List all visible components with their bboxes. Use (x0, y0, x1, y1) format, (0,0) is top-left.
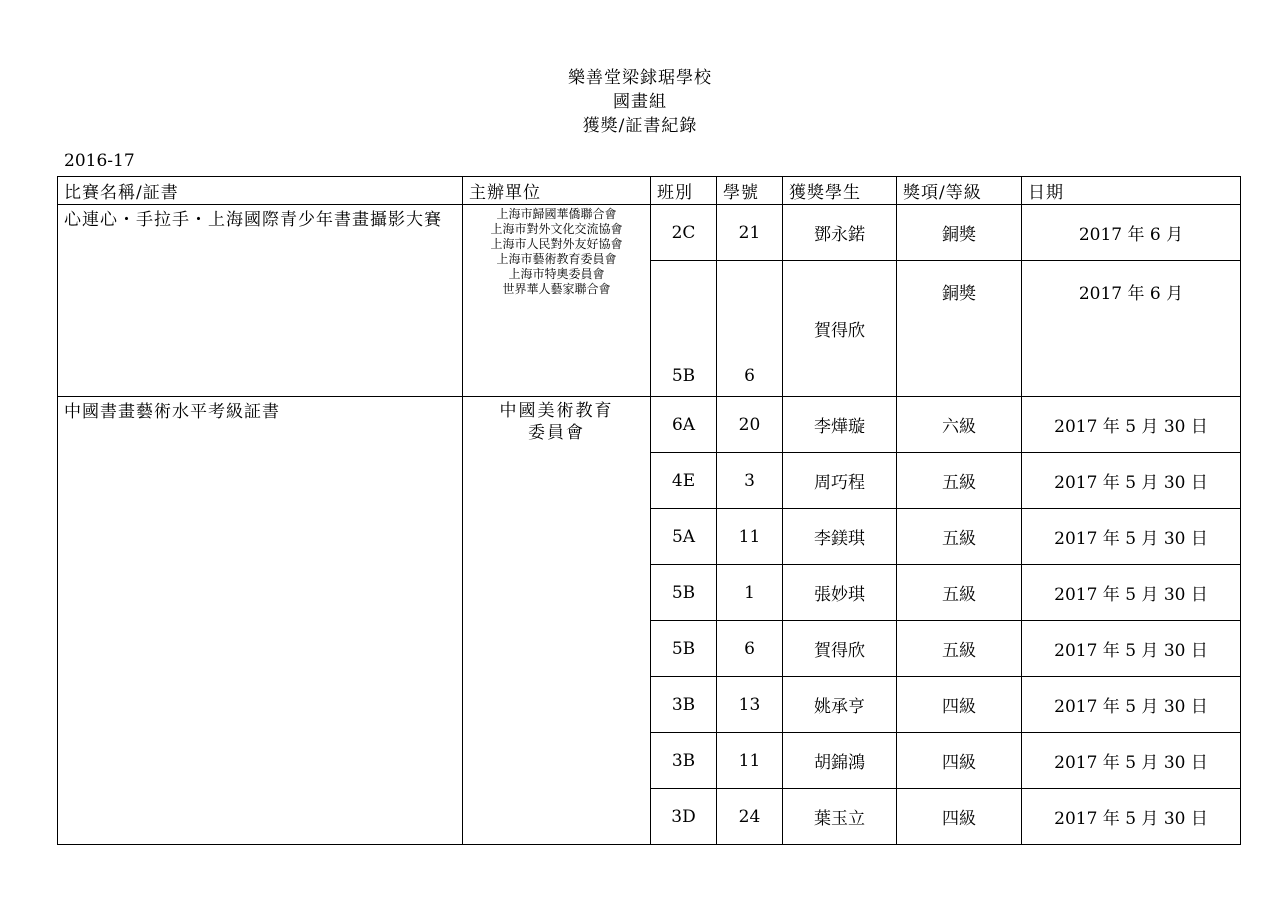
student-cell: 張妙琪 (783, 565, 897, 621)
organizer-list (463, 205, 651, 397)
student-cell: 李鎂琪 (783, 509, 897, 565)
student-cell: 葉玉立 (783, 789, 897, 845)
class-cell: 4E (651, 453, 717, 509)
class-cell: 3B (651, 677, 717, 733)
student-cell: 賀得欣 (783, 261, 897, 397)
date-cell: 2017 年 5 月 30 日 (1022, 509, 1241, 565)
award-cell: 銅獎 (897, 261, 1022, 397)
number-cell: 6 (717, 621, 783, 677)
document-header (0, 66, 1280, 138)
date-cell: 2017 年 6 月 (1022, 261, 1241, 397)
number-cell: 1 (717, 565, 783, 621)
date-cell: 2017 年 5 月 30 日 (1022, 733, 1241, 789)
date-cell: 2017 年 5 月 30 日 (1022, 565, 1241, 621)
class-cell: 3D (651, 789, 717, 845)
class-cell: 5B (651, 565, 717, 621)
number-cell: 11 (717, 733, 783, 789)
number-cell: 20 (717, 397, 783, 453)
student-cell: 姚承亨 (783, 677, 897, 733)
table-header-row (58, 177, 1241, 205)
date-cell: 2017 年 5 月 30 日 (1022, 453, 1241, 509)
award-cell: 四級 (897, 789, 1022, 845)
column-header: 主辦單位 (463, 177, 651, 205)
organizer: 上海市特奧委員會 (508, 267, 605, 281)
table-row (58, 397, 1241, 453)
date-cell: 2017 年 5 月 30 日 (1022, 621, 1241, 677)
award-cell: 銅獎 (897, 205, 1022, 261)
date-cell: 2017 年 5 月 30 日 (1022, 789, 1241, 845)
table-row (58, 205, 1241, 261)
school-year: 2016-17 (64, 151, 135, 171)
award-cell: 五級 (897, 509, 1022, 565)
competition-name: 心連心・手拉手・上海國際青少年書畫攝影大賽 (58, 205, 463, 397)
column-header: 獲獎學生 (783, 177, 897, 205)
student-cell: 胡錦鴻 (783, 733, 897, 789)
class-cell: 2C (651, 205, 717, 261)
organizer (463, 397, 651, 845)
number-cell: 3 (717, 453, 783, 509)
column-header: 獎項/等級 (897, 177, 1022, 205)
student-cell: 鄧永鍩 (783, 205, 897, 261)
class-cell: 5B (651, 621, 717, 677)
student-cell: 賀得欣 (783, 621, 897, 677)
competition-name: 中國書畫藝術水平考級証書 (58, 397, 463, 845)
column-header: 班別 (651, 177, 717, 205)
award-cell: 四級 (897, 733, 1022, 789)
column-header: 學號 (717, 177, 783, 205)
award-cell: 五級 (897, 453, 1022, 509)
class-cell: 5B (651, 261, 717, 397)
class-cell: 6A (651, 397, 717, 453)
award-cell: 六級 (897, 397, 1022, 453)
date-cell: 2017 年 5 月 30 日 (1022, 677, 1241, 733)
organizer: 上海市對外文化交流協會 (490, 222, 623, 236)
column-header: 比賽名稱/証書 (58, 177, 463, 205)
organizer: 上海市歸國華僑聯合會 (496, 207, 617, 221)
organizer: 上海市藝術教育委員會 (496, 252, 617, 266)
awards-table (57, 176, 1241, 845)
column-header: 日期 (1022, 177, 1241, 205)
number-cell: 11 (717, 509, 783, 565)
student-cell: 周巧程 (783, 453, 897, 509)
group-name: 國畫組 (613, 92, 667, 112)
class-cell: 5A (651, 509, 717, 565)
organizer-text: 中國美術教育委員會 (499, 401, 614, 443)
date-cell: 2017 年 6 月 (1022, 205, 1241, 261)
date-cell: 2017 年 5 月 30 日 (1022, 397, 1241, 453)
number-cell: 21 (717, 205, 783, 261)
number-cell: 13 (717, 677, 783, 733)
number-cell: 24 (717, 789, 783, 845)
document-title: 獲獎/証書紀錄 (582, 116, 698, 136)
class-cell: 3B (651, 733, 717, 789)
award-cell: 四級 (897, 677, 1022, 733)
award-cell: 五級 (897, 565, 1022, 621)
award-cell: 五級 (897, 621, 1022, 677)
number-cell: 6 (717, 261, 783, 397)
student-cell: 李燁璇 (783, 397, 897, 453)
organizer: 世界華人藝家聯合會 (502, 282, 611, 296)
school-name: 樂善堂梁銶琚學校 (568, 68, 712, 88)
organizer: 上海市人民對外友好協會 (490, 237, 623, 251)
